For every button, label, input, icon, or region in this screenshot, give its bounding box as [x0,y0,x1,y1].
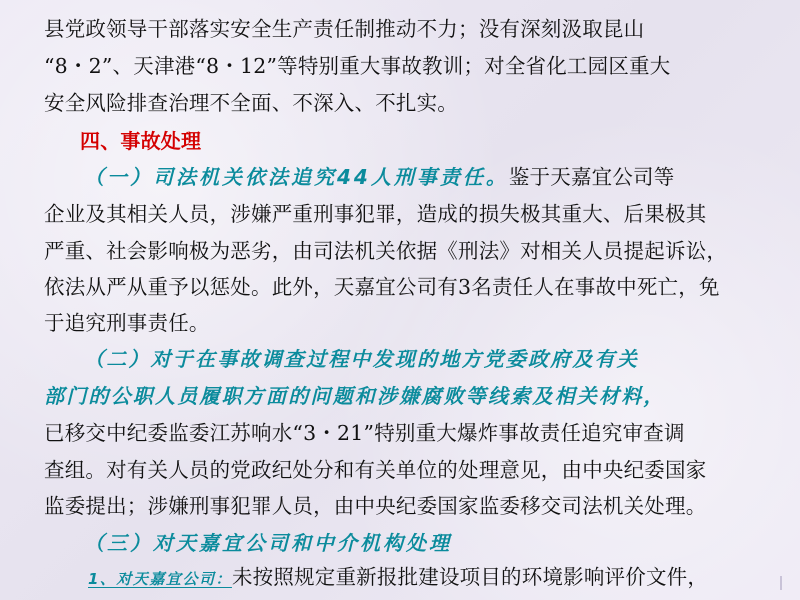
sub-item-line [88,562,770,594]
paragraph-line: 于追究刑事责任。 [44,311,210,335]
paragraph-line: “8・2”、天津港“8・12”等特别重大事故教训；对全省化工园区重大 [44,54,671,78]
paragraph-line: 企业及其相关人员，涉嫌严重刑事犯罪，造成的损失极其重大、后果极其 [44,202,707,226]
slide-corner-decoration [780,576,788,590]
paragraph-line: 已移交中纪委监委江苏响水“3・21”特别重大爆炸事故责任追究审查调 [44,421,685,445]
paragraph-line: 县党政领导干部落实安全生产责任制推动不力；没有深刻汲取昆山 [44,17,645,41]
item1-first-line [84,162,768,192]
paragraph-line: 监委提出；涉嫌刑事犯罪人员，由中央纪委国家监委移交司法机关处理。 [44,494,707,518]
sub-item-label: 1、对天嘉宜公司： [88,570,232,588]
item1-title: （一）司法机关依法追究44人刑事责任。 [84,165,509,189]
paragraph-line: 严重、社会影响极为恶劣，由司法机关依据《刑法》对相关人员提起诉讼， [44,239,728,263]
item2-title-continued: 部门的公职人员履职方面的问题和涉嫌腐败等线索及相关材料， [44,384,666,408]
paragraph-line: 安全风险排查治理不全面、不深入、不扎实。 [44,91,458,115]
item1-text: 鉴于天嘉宜公司等 [508,165,675,189]
section-heading: 四、事故处理 [80,129,202,153]
paragraph-line: 查组。对有关人员的党政纪处分和有关单位的处理意见，由中央纪委国家 [44,458,707,482]
sub-item-text: 未按照规定重新报批建设项目的环境影响评价文件， [231,565,709,589]
item3-title: （三）对天嘉宜公司和中介机构处理 [84,531,452,555]
item2-title: （二）对于在事故调查过程中发现的地方党委政府及有关 [84,347,639,371]
paragraph-line: 依法从严从重予以惩处。此外，天嘉宜公司有3名责任人在事故中死亡，免 [44,275,720,299]
